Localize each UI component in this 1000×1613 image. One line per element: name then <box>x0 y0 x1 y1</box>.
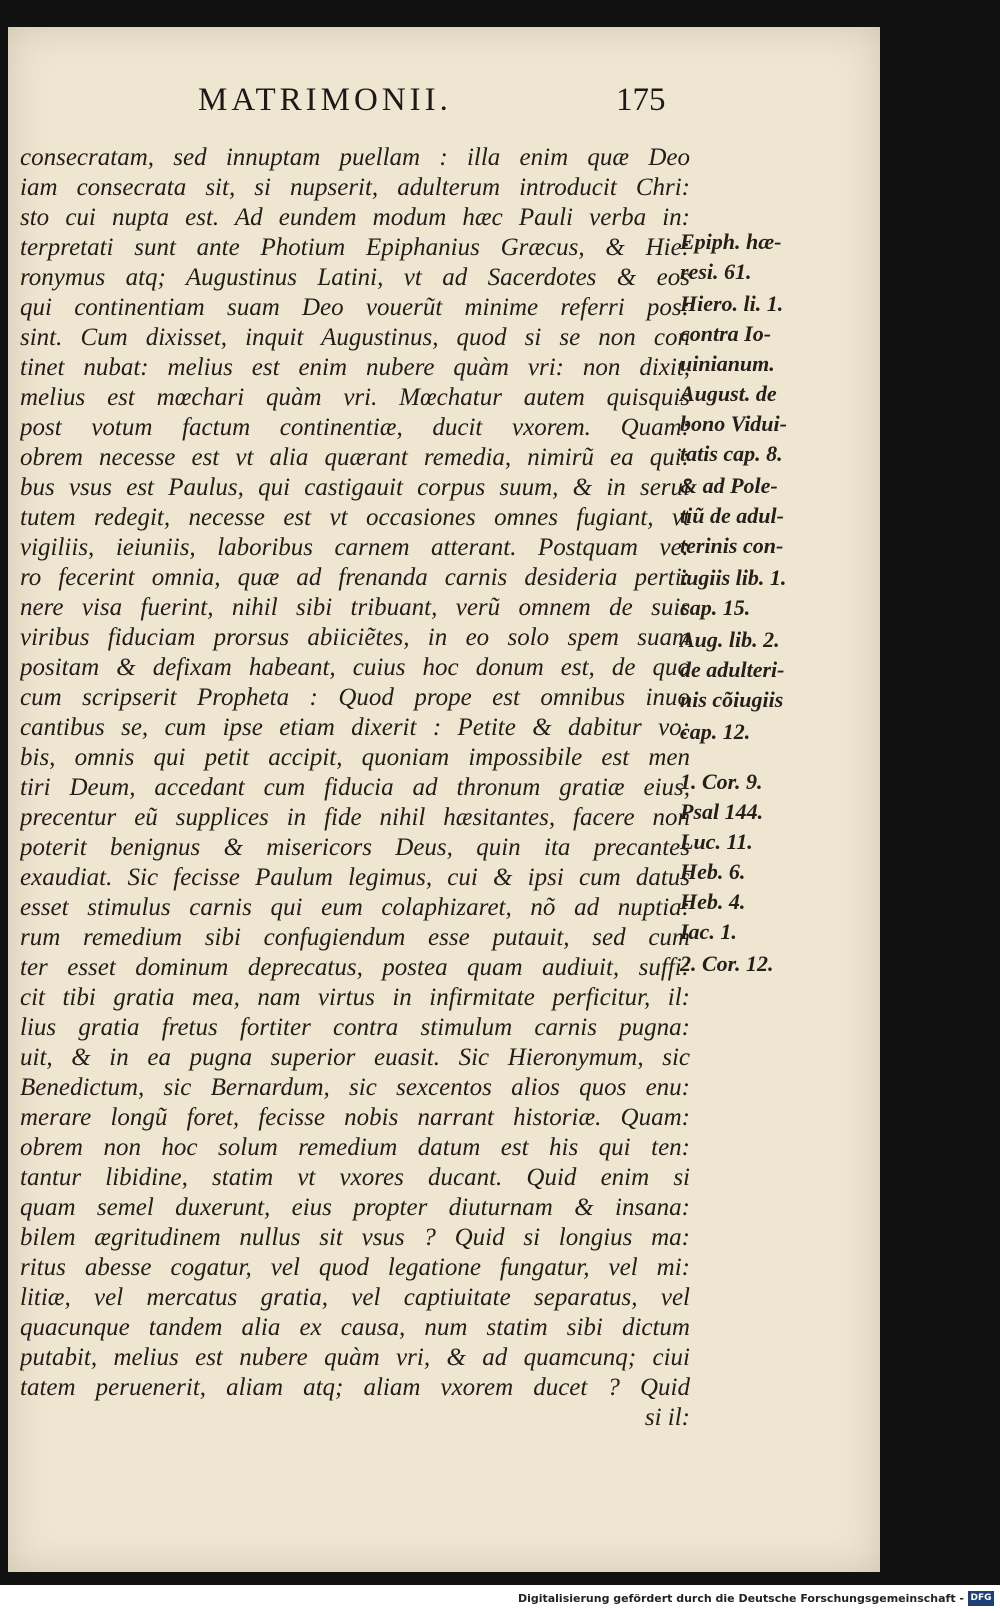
margin-note: Heb. 6. <box>680 859 746 884</box>
text-line: qui continentiam suam Deo vouerũt minime referri pos: <box>20 294 690 321</box>
margin-note: terinis con- <box>680 533 784 558</box>
text-line: merare longũ foret, fecisse nobis narrant historiæ. Quam: <box>20 1104 690 1131</box>
text-line: litiæ, vel mercatus gratia, vel captiuitate separatus, vel <box>20 1284 690 1311</box>
text-line: sto cui nupta est. Ad eundem modum hæc Pauli verba in: <box>20 204 690 231</box>
footer-bar <box>0 1588 1000 1613</box>
text-line: tiri Deum, accedant cum fiducia ad thronum gratiæ eius, <box>20 774 690 801</box>
text-line: tantur libidine, statim vt vxores ducant. Quid enim si <box>20 1164 690 1191</box>
text-line: vigiliis, ieiuniis, laboribus carnem atterant. Postquam ve: <box>20 534 690 561</box>
text-line: cum scripserit Propheta : Quod prope est omnibus inuo <box>20 684 690 711</box>
margin-note: contra Io- <box>680 321 772 346</box>
text-line: obrem necesse est vt alia quærant remedia, nimirũ ea qui: <box>20 444 690 471</box>
running-head <box>8 82 880 128</box>
margin-note: Hiero. li. 1. <box>680 291 784 316</box>
text-line: bis, omnis qui petit accipit, quoniam impossibile est men <box>20 744 690 771</box>
text-line: uit, & in ea pugna superior euasit. Sic Hieronymum, sic <box>20 1044 690 1071</box>
text-line: iam consecrata sit, si nupserit, adulterum introducit Chri: <box>20 174 690 201</box>
margin-note: Epiph. hæ- <box>680 229 782 254</box>
text-line: ro fecerint omnia, quæ ad frenanda carnis desideria perti: <box>20 564 690 591</box>
text-line: quam semel duxerunt, eius propter diuturnam & insana: <box>20 1194 690 1221</box>
running-head-title: MATRIMONII. <box>198 82 452 118</box>
dfg-logo: DFG <box>968 1591 994 1606</box>
margin-note: tatis cap. 8. <box>680 441 783 466</box>
text-line: precentur eũ supplices in fide nihil hæsitantes, facere non <box>20 804 690 831</box>
text-line: positam & defixam habeant, cuius hoc donum est, de quo <box>20 654 690 681</box>
text-line: cit tibi gratia mea, nam virtus in infirmitate perficitur, il: <box>20 984 690 1011</box>
text-line: tatem peruenerit, aliam atq; aliam vxorem ducet ? Quid <box>20 1374 690 1401</box>
text-line: melius est mœchari quàm vri. Mœchatur autem quisquis <box>20 384 690 411</box>
main-text-column <box>20 143 690 1433</box>
text-line: tinet nubat: melius est enim nubere quàm vri: non dixit, <box>20 354 690 381</box>
margin-note: tiũ de adul- <box>680 503 784 528</box>
text-line: viribus fiduciam prorsus abiiciẽtes, in eo solo spem suam <box>20 624 690 651</box>
margin-note: August. de <box>680 381 777 406</box>
margin-note: iugiis lib. 1. <box>680 565 787 590</box>
text-line: sint. Cum dixisset, inquit Augustinus, quod si se non con <box>20 324 690 351</box>
text-line: consecratam, sed innuptam puellam : illa enim quæ Deo <box>20 144 690 171</box>
book-page <box>8 27 880 1572</box>
text-line: esset stimulus carnis qui eum colaphizaret, nõ ad nuptia: <box>20 894 690 921</box>
text-line: poterit benignus & misericors Deus, quin ita precantes <box>20 834 690 861</box>
margin-note: Iac. 1. <box>680 919 737 944</box>
text-line: Benedictum, sic Bernardum, sic sexcentos alios quos enu: <box>20 1074 690 1101</box>
text-line: ronymus atq; Augustinus Latini, vt ad Sacerdotes & eos <box>20 264 690 291</box>
margin-note: uinianum. <box>680 351 775 376</box>
text-line: exaudiat. Sic fecisse Paulum legimus, cui & ipsi cum datus <box>20 864 690 891</box>
text-line: tutem redegit, necesse est vt occasiones omnes fugiant, vt <box>20 504 690 531</box>
funding-credit: Digitalisierung gefördert durch die Deutsche Forschungsgemeinschaft - <box>517 1592 964 1605</box>
text-line: obrem non hoc solum remedium datum est his qui ten: <box>20 1134 690 1161</box>
text-line: quacunque tandem alia ex causa, num statim sibi dictum <box>20 1314 690 1341</box>
text-line: ritus abesse cogatur, vel quod legatione fungatur, vel mi: <box>20 1254 690 1281</box>
margin-note: nis cõiugiis <box>680 687 784 712</box>
margin-note: Heb. 4. <box>680 889 746 914</box>
margin-note: 2. Cor. 12. <box>680 951 774 976</box>
text-line: putabit, melius est nubere quàm vri, & ad quamcunq; ciui <box>20 1344 690 1371</box>
text-line: lius gratia fretus fortiter contra stimulum carnis pugna: <box>20 1014 690 1041</box>
text-line: rum remedium sibi confugiendum esse putauit, sed cum <box>20 924 690 951</box>
text-line: ter esset dominum deprecatus, postea quam audiuit, suffi: <box>20 954 690 981</box>
text-line: cantibus se, cum ipse etiam dixerit : Petite & dabitur vo: <box>20 714 690 741</box>
text-line: terpretati sunt ante Photium Epiphanius Græcus, & Hie: <box>20 234 690 261</box>
margin-note: 1. Cor. 9. <box>680 769 763 794</box>
text-line: post votum factum continentiæ, ducit vxorem. Quam: <box>20 414 690 441</box>
margin-note: resi. 61. <box>680 259 752 284</box>
text-line: si il: <box>644 1404 690 1431</box>
text-line: nere visa fuerint, nihil sibi tribuant, verũ omnem de suis <box>20 594 690 621</box>
margin-note: cap. 15. <box>680 595 751 620</box>
text-line: bilem ægritudinem nullus sit vsus ? Quid si longius ma: <box>20 1224 690 1251</box>
margin-note: bono Vidui- <box>680 411 787 436</box>
margin-note: Psal 144. <box>680 799 764 824</box>
text-line: bus vsus est Paulus, qui castigauit corpus suum, & in serui <box>20 474 690 501</box>
margin-note: de adulteri- <box>680 657 785 682</box>
margin-note: Aug. lib. 2. <box>680 627 780 652</box>
margin-note: Luc. 11. <box>680 829 753 854</box>
margin-note: & ad Pole- <box>680 473 778 498</box>
page-number: 175 <box>616 82 666 118</box>
margin-note: cap. 12. <box>680 719 751 744</box>
